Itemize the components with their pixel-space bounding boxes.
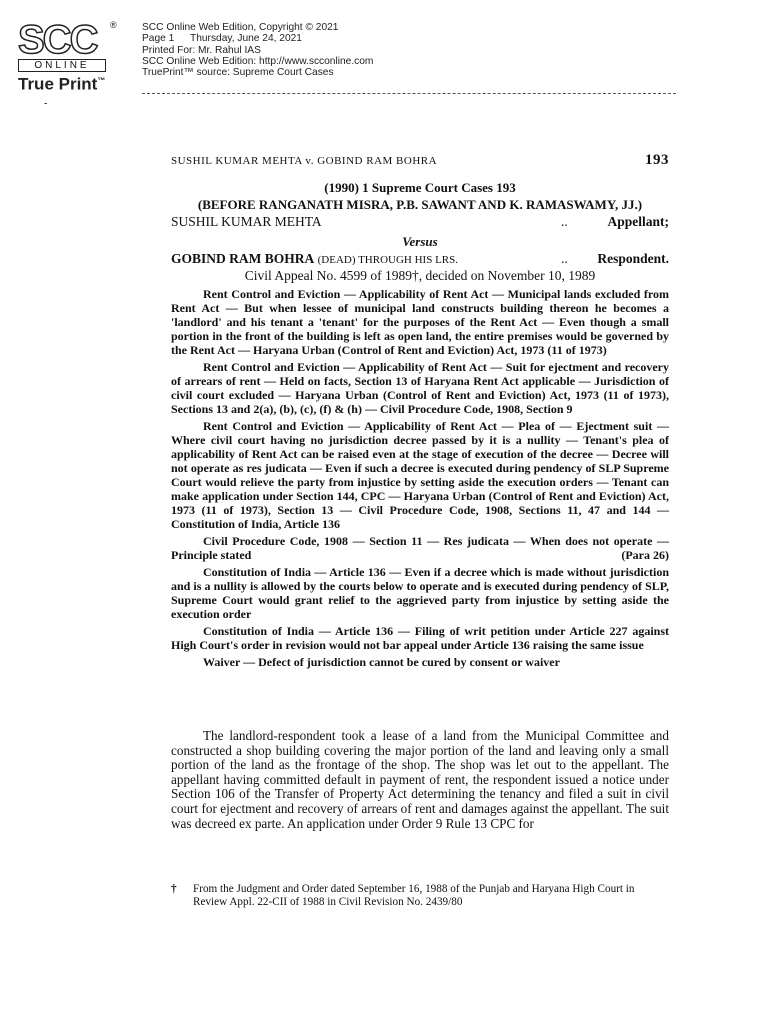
headnote-para-ref: (Para 26) — [621, 548, 669, 562]
judgment-body — [171, 729, 669, 831]
footnote — [171, 883, 669, 908]
respondent-suffix: (DEAD) THROUGH HIS LRS. — [317, 254, 458, 266]
appellant-role: Appellant; — [607, 214, 669, 229]
headnote: Rent Control and Eviction — Applicability of Rent Act — Plea of — Ejectment suit — Where civil court having no jurisdiction decree passed by it is a nullity — Tenant's plea of applicability of Rent Act can be raised even at the stage of execution of the decree — Decree will not operate as res judicata — Even if such a decree is executed during pendency of SLP Supreme Court would relieve the party from injustice by setting aside the execution orders — Tenant can make application under Section 144, CPC — Haryana Urban (Control of Rent and Eviction) Act, 1973 (11 of 1973), Section 13 — Civil Procedure Code, 1908, Sections 11, 47 and 144 — Constitution of India, Article 136 — [171, 419, 669, 531]
footnote-mark: † — [171, 883, 177, 895]
header-divider — [142, 93, 676, 94]
header-page: Page 1 — [142, 33, 175, 45]
footnote-text: From the Judgment and Order dated September 16, 1988 of the Punjab and Haryana High Court in Review Appl. 22-CII of 1988 in Civil Revision No. 2439/80 — [193, 883, 635, 908]
header-printed-for: Printed For: Mr. Rahul IAS — [142, 44, 261, 56]
party-appellant — [171, 214, 669, 230]
page-number: 193 — [645, 152, 669, 168]
appeal-details: Civil Appeal No. 4599 of 1989†, decided on November 10, 1989 — [244, 268, 596, 283]
versus: Versus — [402, 234, 438, 249]
logo-true-print — [18, 72, 122, 94]
respondent-role: Respondent. — [597, 251, 669, 266]
header-page-line — [142, 33, 373, 44]
headnote: Constitution of India — Article 136 — Even if a decree which is made without jurisdiction and is a nullity is allowed by the courts below to operate and is executed during pendency of SLP, Supreme Court would grant relief to the aggrieved party from injustice by setting aside the execution order — [171, 565, 669, 621]
bench: (BEFORE RANGANATH MISRA, P.B. SAWANT AND K. RAMASWAMY, JJ.) — [197, 197, 643, 212]
party-respondent — [171, 251, 669, 268]
running-head-title: SUSHIL KUMAR MEHTA v. GOBIND RAM BOHRA — [171, 155, 438, 167]
logo-registered-mark: ® — [110, 20, 117, 30]
logo-scc-text: SCC — [18, 18, 97, 62]
respondent-dots: .. — [561, 251, 568, 266]
appellant-name: SUSHIL KUMAR MEHTA — [171, 214, 322, 229]
scc-online-logo — [18, 18, 122, 94]
appellant-dots: .. — [561, 214, 568, 229]
body-paragraph: The landlord-respondent took a lease of a land from the Municipal Committee and constructed a shop building covering the major portion of the land and leaving only a small portion of the land as the frontage of the shop. The shop was let out to the appellant. The appellant having committed default in payment of rent, the respondent issued a notice under Section 106 of the Transfer of Property Act determining the tenancy and filed a suit in civil court for ejectment and recovery of arrears of rent and damages against the appellant. The suit was decreed ex parte. An application under Order 9 Rule 13 CPC for — [171, 728, 669, 831]
print-header — [142, 22, 373, 78]
logo-online-text: ONLINE — [18, 59, 106, 72]
headnote: Constitution of India — Article 136 — Filing of writ petition under Article 227 against High Court's order in revision would not bar appeal under Article 136 raising the same issue — [171, 624, 669, 652]
headnotes — [171, 287, 669, 672]
headnote: Waiver — Defect of jurisdiction cannot be cured by consent or waiver — [203, 655, 560, 669]
logo-true-print-text: True Print — [18, 74, 98, 94]
stray-mark: - — [44, 98, 48, 109]
headnote — [171, 534, 669, 562]
header-copyright: SCC Online Web Edition, Copyright © 2021 — [142, 22, 339, 33]
respondent-name: GOBIND RAM BOHRA — [171, 251, 315, 266]
headnote: Rent Control and Eviction — Applicability of Rent Act — Suit for ejectment and recovery of arrears of rent — Held on facts, Section 13 of Haryana Rent Act applicable — Jurisdiction of civil court excluded — Haryana Urban (Control of Rent and Eviction) Act, 1973 (11 of 1973), Sections 13 and 2(a), (b), (c), (f) & (h) — Civil Procedure Code, 1908, Section 9 — [171, 360, 669, 416]
case-citation: (1990) 1 Supreme Court Cases 193 — [324, 180, 516, 195]
running-head — [171, 152, 669, 168]
logo-tm-mark: ™ — [97, 76, 106, 85]
header-source: TruePrint™ source: Supreme Court Cases — [142, 67, 334, 79]
header-web-edition: SCC Online Web Edition: http://www.scconline.com — [142, 55, 374, 67]
header-date: Thursday, June 24, 2021 — [190, 33, 302, 45]
headnote: Rent Control and Eviction — Applicability of Rent Act — Municipal lands excluded from Rent Act — But when lessee of municipal land constructs building thereon he becomes a 'landlord' and his tenant a 'tenant' for the purposes of the Rent Act — Even though a small portion in the front of the building is left as open land, the entire premises would be governed by the Rent Act — Haryana Urban (Control of Rent and Eviction) Act, 1973 (11 of 1973) — [171, 287, 669, 357]
headnote-text: Civil Procedure Code, 1908 — Section 11 — Res judicata — When does not operate — Principle stated — [171, 534, 669, 562]
